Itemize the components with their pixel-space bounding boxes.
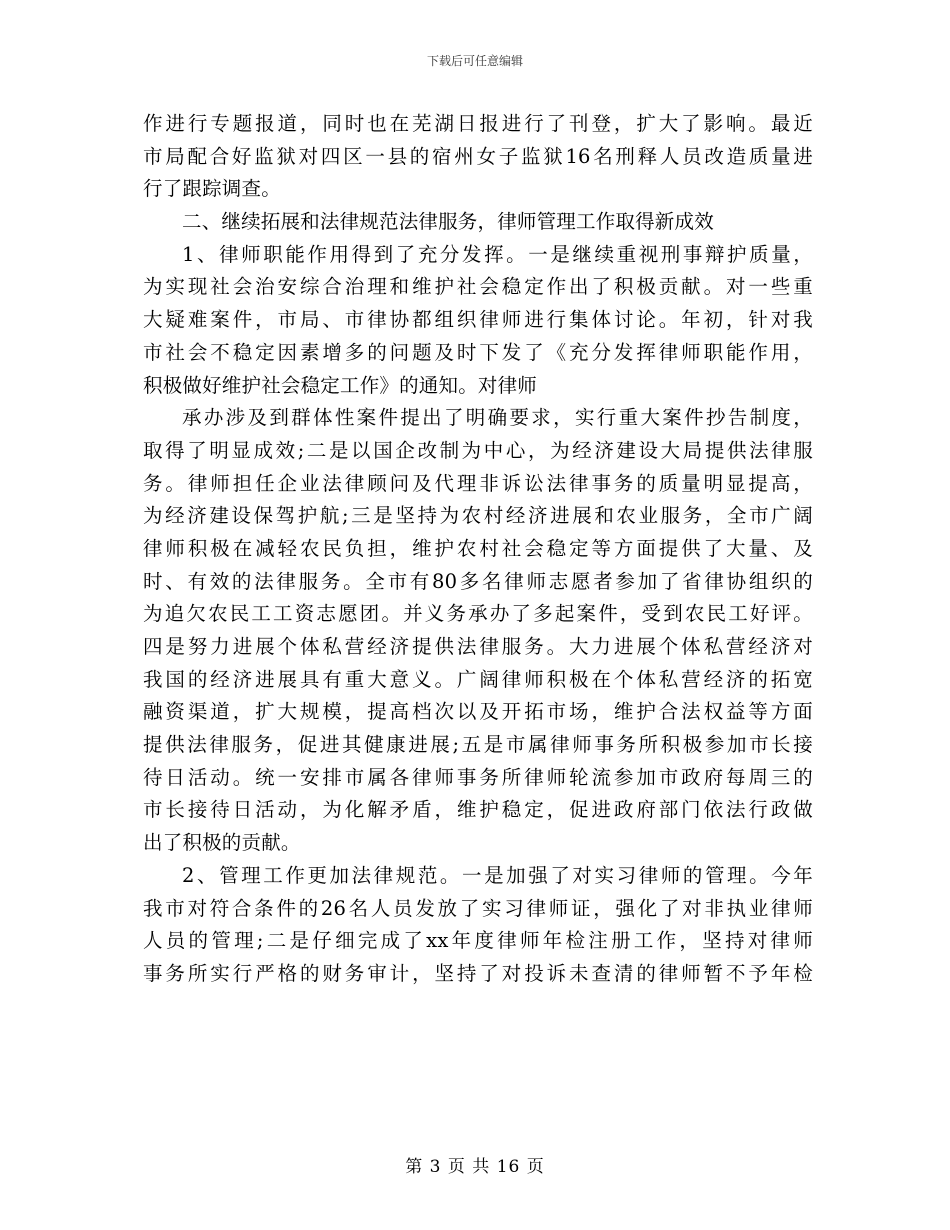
text-line: 事务所实行严格的财务审计，坚持了对投诉未查清的律师暂不予年检 (143, 961, 813, 985)
text-line: 取得了明显成效;二是以国企改制为中心，为经济建设大局提供法律服 (143, 438, 813, 462)
text-line: 市局配合好监狱对四区一县的宿州女子监狱16名刑释人员改造质量进 (143, 144, 813, 168)
document-body (143, 108, 813, 991)
text-line: 融资渠道，扩大规模，提高档次以及开拓市场，维护合法权益等方面 (143, 700, 813, 724)
text-line: 2、管理工作更加法律规范。一是加强了对实习律师的管理。今年 (182, 863, 813, 887)
text-line: 出了积极的贡献。 (143, 831, 301, 855)
text-line: 1、律师职能作用得到了充分发挥。一是继续重视刑事辩护质量， (182, 242, 813, 266)
text-line: 我国的经济进展具有重大意义。广阔律师积极在个体私营经济的拓宽 (143, 667, 813, 691)
text-line: 提供法律服务，促进其健康进展;五是市属律师事务所积极参加市长接 (143, 733, 813, 757)
text-line: 为追欠农民工工资志愿团。并义务承办了多起案件，受到农民工好评。 (143, 602, 813, 626)
text-line: 行了跟踪调查。 (143, 177, 281, 201)
text-line: 待日活动。统一安排市属各律师事务所律师轮流参加市政府每周三的 (143, 765, 813, 789)
text-line: 承办涉及到群体性案件提出了明确要求，实行重大案件抄告制度， (182, 406, 813, 430)
text-line: 为经济建设保驾护航;三是坚持为农村经济进展和农业服务，全市广阔 (143, 504, 813, 528)
text-line: 律师积极在减轻农民负担，维护农村社会稳定等方面提供了大量、及 (143, 536, 813, 560)
text-line: 人员的管理;二是仔细完成了xx年度律师年检注册工作，坚持对律师 (143, 929, 813, 953)
text-line: 市长接待日活动，为化解矛盾，维护稳定，促进政府部门依法行政做 (143, 798, 813, 822)
text-line: 市社会不稳定因素增多的问题及时下发了《充分发挥律师职能作用， (143, 340, 813, 364)
page-header: 下载后可任意编辑 (426, 54, 523, 68)
text-line: 四是努力进展个体私营经济提供法律服务。大力进展个体私营经济对 (143, 635, 813, 658)
text-line: 时、有效的法律服务。全市有80多名律师志愿者参加了省律协组织的 (143, 569, 813, 593)
text-line: 大疑难案件，市局、市律协都组织律师进行集体讨论。年初，针对我 (143, 308, 813, 332)
page-number: 第 3 页 共 16 页 (405, 1157, 545, 1177)
text-line: 务。律师担任企业法律顾问及代理非诉讼法律事务的质量明显提高， (143, 471, 813, 495)
text-line: 我市对符合条件的26名人员发放了实习律师证，强化了对非执业律师 (143, 896, 813, 920)
text-line: 为实现社会治安综合治理和维护社会稳定作出了积极贡献。对一些重 (143, 275, 813, 299)
text-line: 二、继续拓展和法律规范法律服务，律师管理工作取得新成效 (182, 210, 714, 234)
text-line: 积极做好维护社会稳定工作》的通知。对律师 (143, 373, 538, 397)
text-line: 作进行专题报道，同时也在芜湖日报进行了刊登，扩大了影响。最近 (143, 112, 813, 135)
